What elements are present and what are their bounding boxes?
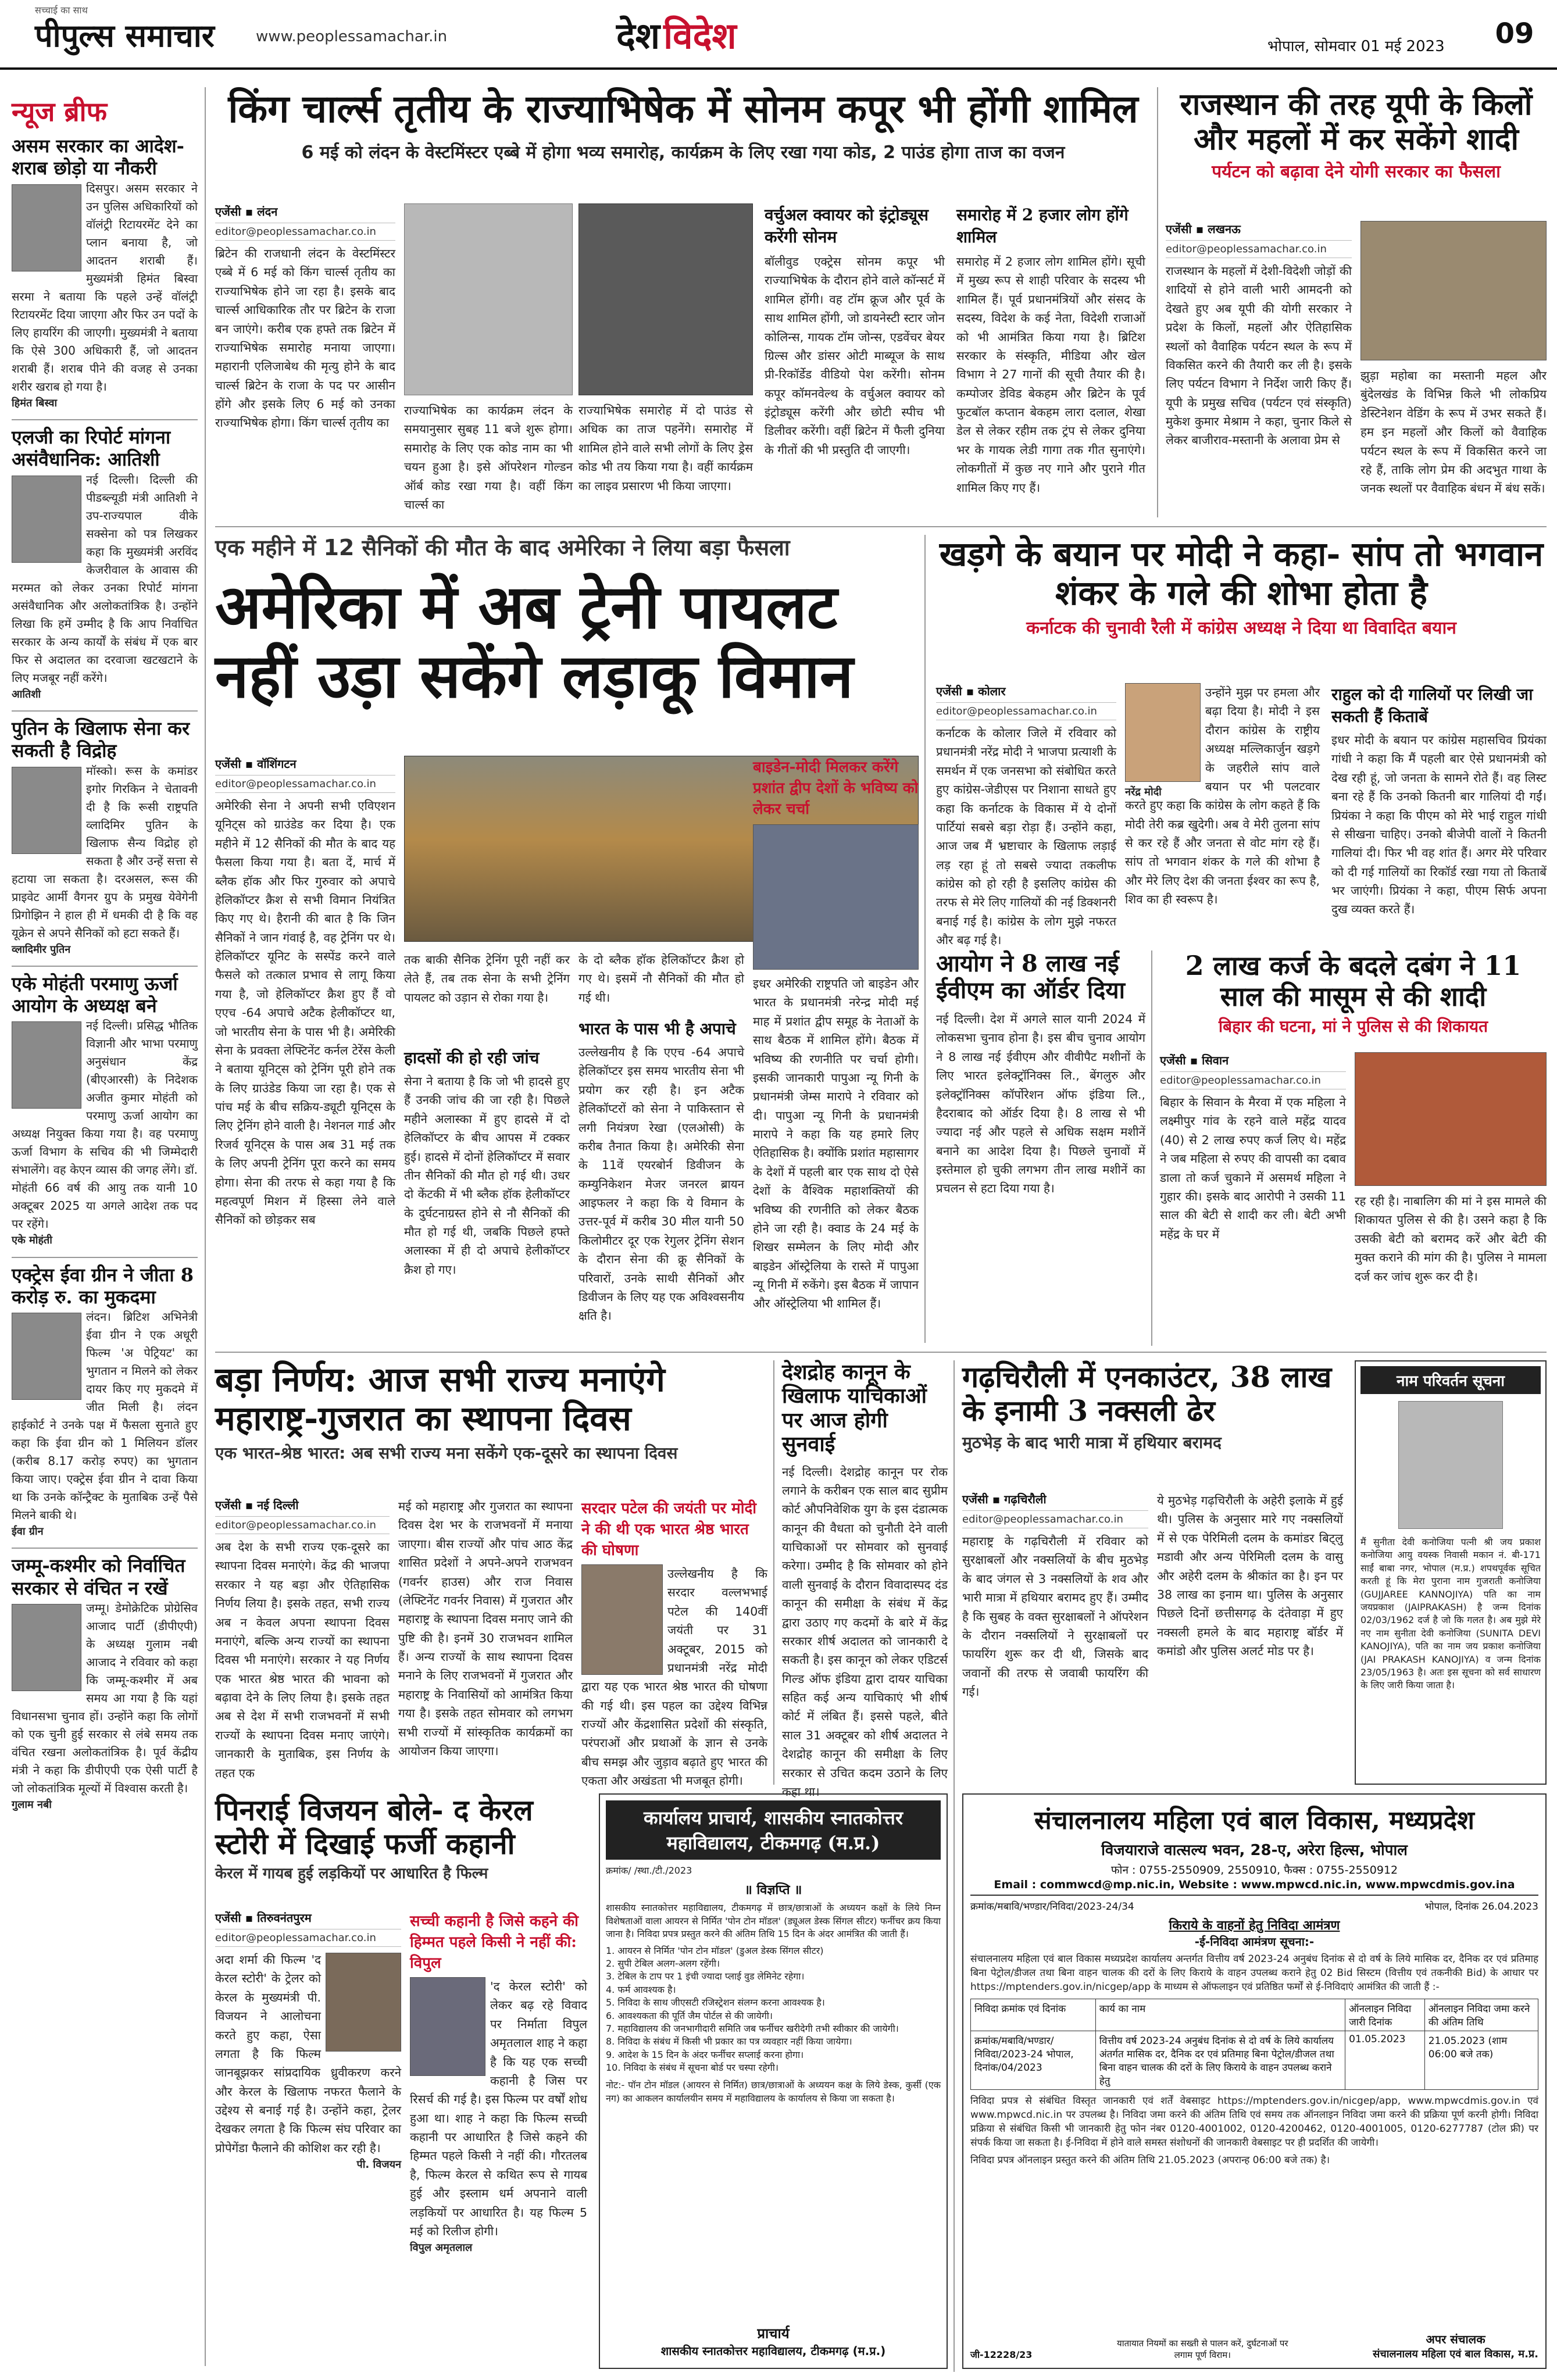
photo-caption: आतिशी [12,688,41,701]
story-us-pilots [215,535,919,1346]
subheading: भारत के पास भी है अपाचे [578,1019,736,1038]
agency-byline: एजेंसी ▪ लखनऊ [1166,222,1241,236]
side-body: समारोह में 2 हजार लोग शामिल होंगे। सूची में मुख्य रूप से शाही परिवार के सदस्य भी शामिल हैं। पूर्व प्रधानमंत्रियों और संसद के सदस्य, विदेश के कई नेता, विदेशी राजाओं को भी आमंत्रित किया गया है। ब्रिटिश सरकार के संस्कृति, मीडिया और खेल विभाग ने 27 गानों की सूची तैयार की है। कम्पोजर डेविड बेकहम और ब्रिटेन के पूर्व फुटबॉल कप्तान बेकहम लारा दलाल, शेखा डेल से लेकर रहीम तक ट्रंप से लेकर दुनिया भर के गायक लेडी गागा तक गीत सुनाएंगे। लोकगीतों में कुछ नए गाने और पुराने गीत शामिल किए गए हैं। [956,255,1145,495]
story-deck: पर्यटन को बढ़ावा देने योगी सरकार का फैसला [1212,161,1501,182]
side-headline[interactable]: वर्चुअल क्वायर को इंट्रोड्यूस करेंगी सोनम [765,205,929,246]
ad-body: शासकीय स्नातकोत्तर महाविद्यालय, टीकमगढ़ में छात्र/छात्राओं के अध्ययन कक्षों के लिये निम्न विशेषताओं वाला आयरन से निर्मित 'पोन टोन मॉडल' (ड्यूअल डेस्क सिंगल सीटर) फर्नीचर क्रय किया जाना है। निविदा प्रपत्र प्रस्तुत करने की अंतिम तिथि 15 दिन के अंदर आमंत्रित की जाती हैं। [606,1902,941,1940]
table-header: ऑनलाइन निविदा जमा करने की अंतिम तिथि [1424,1999,1538,2031]
story-deck: बिहार की घटना, मां ने पुलिस से की शिकायत [1218,1016,1488,1036]
newspaper-logo[interactable]: पीपुल्स समाचार [35,17,215,54]
ad-body: निविदा प्रपत्र से संबंधित विस्तृत जानकारी एवं शर्तें वेबसाइट https://mptenders.gov.in/nicgep/app, www.mpwcdmis.gov.in एवं www.mpwcd.nic.in पर उपलब्ध है। निविदा जमा करने की अंतिम तिथि एवं समय तक ऑनलाइन निविदा जमा करने की प्रक्रिया पूर्ण करनी होगी। निविदा प्रक्रिया से संबंधित किसी भी जानकारी हेतु फोन नंबर 0120-4001002, 0120-4200462, 0120-4001005, 0120-6277787 (टोल फ्री) पर संपर्क किया जा सकता है। ई-निविदा में होने वाले समस्त संशोधनों की जानकारी वेबसाइट पर ही प्रदर्शित की जायेगी। [970,2095,1538,2149]
email-link[interactable]: editor@peoplessamachar.co.in [215,223,395,241]
story-deck: एक भारत-श्रेष्ठ भारत: अब सभी राज्य मना सकेंगे एक-दूसरे का स्थापना दिवस [215,1443,678,1463]
email-link[interactable]: editor@peoplessamachar.co.in [1160,1071,1346,1089]
ad-title: संचालनालय महिला एवं बाल विकास, मध्यप्रदेश [1034,1806,1474,1835]
ad-phone: फोन : 0755-2550909, 2550910, फैक्स : 0755-2550912 [1110,1864,1398,1877]
story-foundation-day [215,1360,767,1788]
notice-title: नाम परिवर्तन सूचना [1360,1366,1541,1394]
ad-list-item: 3. टेबिल के टाप पर 1 इंची ज्यादा प्लाई वुड लेमिनेट रहेगा। [606,1971,805,1982]
brief-item [12,1257,198,1540]
divider [205,87,206,2366]
ad-list-item: 1. आयरन से निर्मित 'पोन टोन मॉडल' (डुअल डेस्क सिंगल सीटर) [606,1945,824,1956]
side-story [581,1497,767,1788]
story-column [1160,1052,1346,1343]
story-column [404,1046,570,1343]
story-deck: 6 मई को लंदन के वेस्टमिंस्टर एब्बे में होगा भव्य समारोह, कार्यक्रम के लिए रखा गया कोड, 2 पाउंड होगा ताज का वजन [301,142,1065,163]
side-story [1331,683,1547,939]
ad-signature [1373,2331,1538,2361]
photo-caption: नरेंद्र मोदी [1125,786,1162,798]
notice-body: मैं सुनीता देवी कनोजिया पत्नी श्री जय प्रकाश कनोजिया आयु वयस्क निवासी मकान नं. बी-171 साईं बाबा नगर, भोपाल (म.प्र.) शपथपूर्वक सूचित करती हूं कि मेरा पुराना नाम गुजराती कनोजिया (GUJJAREE KANNOJIYA) पति का नाम जयप्रकाश (JAIPRAKASH) है जन्म दिनांक 02/03/1962 दर्ज है जो कि गलत है। अब मुझे मेरे नए नाम सुनीता देवी कनोजिया (SUNITA DEVI KANOJIYA), पति का नाम जय प्रकाश कनोजिया (JAI PRAKASH KANOJIYA) व जन्म दिनांक 23/05/1963 है। अतः इस सूचना को सर्व साधारण के लिए जारी किया जाता है। [1360,1536,1541,1691]
photo-caption: पी. विजयन [356,2159,401,2171]
brief-body: दिसपुर। असम सरकार ने उन पुलिस अधिकारियों को वॉलंट्री रिटायरमेंट देने का प्लान बनाया है, जो आदतन शराबी हैं। मुख्यमंत्री हिमंत बिस्वा सरमा ने बताया कि पहले उन्हें वॉलंट्री रिटायरमेंट दिया जाएगा और फिर उन पदों के लिए हायरिंग की जाएगी। मुख्यमंत्री ने बताया कि ऐसे 300 अधिकारी हैं, जो आदतन शराबी हैं। शराब पीने की वजह से उनका शरीर खराब हो गया है। [12,181,198,394]
brief-item [12,135,198,411]
story-body: रह रही है। नाबालिग की मां ने इस मामले की शिकायत पुलिस से की है। उसने कहा है कि उसकी बेटी को बरामद करें और बेटी की मुक्त कराने की मांग की है। पुलिस ने मामला दर्ज कर जांच शुरू कर दी है। [1355,1194,1547,1284]
ad-ref: क्रमांक/मबावि/भण्डार/निविदा/2023-24/34 [970,1901,1134,1913]
table-cell: क्रमांक/मबावि/भण्डार/निविदा/2023-24 भोपाल, दिनांक/04/2023 [971,2031,1096,2090]
story-gadchiroli [962,1360,1346,1785]
story-evm [936,950,1145,1346]
photo-caption: एके मोहंती [12,1234,52,1247]
story-headline[interactable]: बड़ा निर्णय: आज सभी राज्य मनाएंगे महाराष्ट्र-गुजरात का स्थापना दिवस [215,1360,665,1438]
story-column [962,1491,1148,1782]
palace-photo [1360,221,1547,360]
story-body: नई दिल्ली। देशद्रोह कानून पर रोक लगाने के करीबन एक साल बाद सुप्रीम कोर्ट औपनिवेशिक युग के इस दंडात्मक कानून की वैधता को चुनौती देने वाली याचिकाओं पर सोमवार को सुनवाई करेगा। उम्मीद है कि सोमवार को होने वाली सुनवाई के दौरान विवादास्पद दंड कानून की समीक्षा के संबंध में केंद्र द्वारा उठाए गए कदमों के बारे में केंद्र सरकार शीर्ष अदालत को जानकारी दे सकती है। इस कानून को लेकर एडिटर्स गिल्ड ऑफ इंडिया द्वारा दायर याचिका सहित कई अन्य याचिकाएं भी शीर्ष कोर्ट में लंबित हैं। इससे पहले, बीते साल 31 अक्टूबर को शीर्ष अदालत ने देशद्रोह कानून की समीक्षा के लिए सरकार से उचित कदम उठाने के लिए कहा था। [782,1464,948,1799]
ad-note: नोट:- पॉन टोन मॉडल (आयरन से निर्मित) छात्र/छात्राओं के अध्ययन कक्ष के लिये डेस्क, कुर्सी (एक नग) का आकलन कार्यालयीन समय में महाविद्यालय के कार्यालय से किया जा सकता है। [606,2079,941,2104]
story-column [215,1910,401,2369]
story-body: झुड़ा महोबा का मस्तानी महल और बुंदेलखंड के विभिन्न किले भी लोकप्रिय डेस्टिनेशन वेडिंग के रूप में उभर सकते हैं। हम इन महलों और किलों को वैवाहिक पर्यटन स्थल के रूप में विकसित करने जा रहे हैं, ताकि लोग प्रेम की अदभुत गाथा के जनक स्थलों पर वैवाहिक बंधन में बंध सकें। [1360,369,1547,496]
ad-list-item: 7. महाविद्यालय की जनभागीदारी समिति जब फर्नीचर खरीदेगी तभी स्वीकार की जायेगी। [606,2022,899,2034]
ad-ref: क्रमांक/ /स्था./टी./2023 [606,1865,692,1876]
website-url[interactable]: www.peoplessamachar.in [256,28,448,45]
story-headline[interactable]: 2 लाख कर्ज के बदले दबंग ने 11 साल की मासूम से की शादी [1185,950,1522,1012]
ad-contact[interactable]: Email : commwcd@mp.nic.in, Website : www.mpwcd.nic.in, www.mpwcdmis.gov.ina [970,1878,1538,1896]
ad-heading: ॥ विज्ञप्ति ॥ [744,1883,802,1898]
brief-headline[interactable]: पुतिन के खिलाफ सेना कर सकती है विद्रोह [12,717,190,762]
ad-ref-row [970,1899,1538,1913]
king-charles-photo [578,203,753,395]
ad-list-item: 4. फर्म आवश्यक है। [606,1984,676,1995]
college-tender-ad [599,1793,948,2369]
signatory-org: संचालनालय महिला एवं बाल विकास, म.प्र. [1373,2348,1538,2360]
brief-headline[interactable]: एक्ट्रेस ईवा ग्रीन ने जीता 8 करोड़ रु. का मुकदमा [12,1263,194,1308]
agency-byline: एजेंसी ▪ कोलार [936,684,1006,698]
brief-body: लंदन। ब्रिटिश अभिनेत्री ईवा ग्रीन ने एक अधूरी फिल्म 'अ पेट्रियट' का भुगतान न मिलने को लेकर दायर किए गए मुकदमे में जीत मिली है। लंदन हाईकोर्ट ने उनके पक्ष में फैसला सुनाते हुए कहा कि ईवा ग्रीन को 1 मिलियन डॉलर (करीब 8.17 करोड़ रुपए) का भुगतान किया जाए। एक्ट्रेस ईवा ग्रीन ने दावा किया था कि उनके कॉन्ट्रैक्ट के मुताबिक उन्हें पैसे मिलने बाकी थे। [12,1310,198,1523]
table-cell: वित्तीय वर्ष 2023-24 अनुबंध दिनांक से दो वर्ष के लिये कार्यालय अंतर्गत मासिक दर, दैनिक दर एवं प्रतिमाह बिना पेट्रोल/डीजल तथा बिना वाहन चालक की दरों के लिए किराये के वाहन उपलब्ध कराने हेतु [1095,2031,1345,2090]
story-headline[interactable]: पिनराई विजयन बोले- द केरल स्टोरी में दिखाई फर्जी कहानी [215,1793,533,1861]
email-link[interactable]: editor@peoplessamachar.co.in [215,775,395,793]
person-photo [12,184,81,271]
side-headline[interactable]: समारोह में 2 हजार लोग होंगे शामिल [956,205,1129,246]
divider [215,526,1547,527]
story-body: राजस्थान के महलों में देशी-विदेशी जोड़ों की शादियों से होने वाली भारी आमदनी को देखते हुए अब यूपी की योगी सरकार ने प्रदेश के किलों, महलों और ऐतिहासिक स्थलों को वैवाहिक पर्यटन स्थल के रूप में विकसित करने की तैयारी कर ली है। इसके लिए पर्यटन विभाग ने निर्देश जारी किए हैं। यूपी के प्रमुख सचिव (पर्यटन एवं संस्कृति) मुकेश कुमार मेश्राम ने कहा, चुनार किले से लेकर बाजीराव-मस्तानी के अलावा प्रेम से [1166,264,1352,448]
brief-body: मॉस्को। रूस के कमांडर इगोर गिरकिन ने चेतावनी दी है कि रूसी राष्ट्रपति व्लादिमिर पुतिन के खिलाफ सैन्य विद्रोह हो सकता है और उन्हें सत्ता से हटाया जा सकता है। दरअसल, रूस की प्राइवेट आर्मी वैगनर ग्रुप के प्रमुख येवेगेनी प्रिगोझिन ने हाल ही में धमकी दी है कि वह यूक्रेन से अपने सैनिकों को हटा सकते हैं। [12,763,198,940]
story-body: सेना ने बताया है कि जो भी हादसे हुए हैं उनकी जांच की जा रही है। पिछले महीने अलास्का में हुए हादसे में दो हेलिकॉप्टर के बीच आपस में टक्कर हुई। हादसे में दोनों हेलिकॉप्टर में सवार तीन सैनिकों की मौत हो गई थी। उधर दो केंटकी में भी ब्लैक हॉक हेलीकॉप्टर के दुर्घटनाग्रस्त होने से नौ सैनिकों की मौत हो गई थी, जबकि पिछले हफ्ते अलास्का में ही दो अपाचे हेलीकॉप्टर क्रैश हो गए। [404,1074,570,1277]
story-deck: मुठभेड़ के बाद भारी मात्रा में हथियार बरामद [962,1433,1222,1452]
story-column [215,1497,390,1785]
divider [924,535,926,1343]
story-body: राज्याभिषेक का कार्यक्रम लंदन के समयानुसार सुबह 11 बजे शुरू होगा। समारोह के लिए एक कोड नाम का भी चयन हुआ है। इसे ऑपरेशन गोल्डन ऑर्ब कोड रखा गया है। वहीं किंग चार्ल्स का [404,403,573,512]
logo-tagline: सच्चाई का साथ [35,5,88,16]
brief-body: नई दिल्ली। प्रसिद्ध भौतिक विज्ञानी और भाभा परमाणु अनुसंधान केंद्र (बीएआरसी) के निदेशक अजीत कुमार मोहंती को परमाणु ऊर्जा आयोग का अध्यक्ष नियुक्त किया गया है। वह परमाणु ऊर्जा विभाग के सचिव की भी जिम्मेदारी संभालेंगे। वह केएन व्यास की जगह लेंगे। डॉ. मोहंती 66 वर्ष की आयु तक यानी 10 अक्टूबर 2025 या अगले आदेश तक पद पर रहेंगे। [12,1019,198,1231]
page-number: 09 [1495,17,1534,50]
story-column [1125,683,1320,939]
side-body: बॉलीवुड एक्ट्रेस सोनम कपूर भी राज्याभिषेक के दौरान होने वाले कॉन्सर्ट में शामिल होंगी। वह टॉम क्रूज और पूर्व के साथ शामिल होंगी, जो डायनेस्टी स्टार जोन कोलिन्स, गायक टॉम जोन्स, एडवेंचर बेयर ग्रिल्स और डांसर ओटी माब्यूज के साथ प्री-रिकॉर्डेड वीडियो पेश करेंगी। सोनम कपूर कॉमनवेल्थ के वर्चुअल क्वायर को इंट्रोड्यूस करेंगी और छोटी स्पीच भी डिलीवर करेंगी। वहीं ब्रिटेन में फैली दुनिया के गीतों की भी प्रस्तुति दी जाएगी। [765,255,945,457]
news-brief-column [12,93,198,2366]
ad-heading: किराये के वाहनों हेतु निविदा आमंत्रण [1169,1918,1340,1933]
story-body: उल्लेखनीय है कि एएच -64 अपाचे हेलिकॉप्टर इस समय भारतीय सेना भी प्रयोग कर रही है। इन अटैक हेलिकॉप्टरों को सेना ने पाकिस्तान से लगी नियंत्रण रेखा (एलओसी) के करीब तैनात किया है। अमेरिकी सेना के 11वें एयरबोर्न डिवीजन के कम्युनिकेशन मेजर जनरल ब्रायन आइफलर ने कहा कि ये विमान के उत्तर-पूर्व में करीब 30 मील यानी 50 किलोमीटर दूर एक रेगुलर ट्रेनिंग सेशन के दौरान सेना की क्रू सैनिकों के परिवारों, उनके साथी सैनिकों और डिवीजन के लिए यह एक अविश्वसनीय क्षति है। [578,1045,744,1323]
masthead [0,0,1557,70]
side-headline[interactable]: राहुल को दी गालियों पर लिखी जा सकती हैं किताबें [1331,685,1533,726]
side-body: उल्लेखनीय है कि सरदार वल्लभभाई पटेल की 140वीं जयंती पर 31 अक्टूबर, 2015 को प्रधानमंत्री नरेंद्र मोदी द्वारा यह एक भारत श्रेष्ठ भारत की घोषणा की गई थी। इस पहल का उद्देश्य विभिन्न राज्यों और केंद्रशासित प्रदेशों की संस्कृति, परंपराओं और प्रथाओं के ज्ञान से उनके बीच समझ और जुड़ाव बढ़ाते हुए भारत की एकता और अखंडता भी मजबूत होगी। [581,1567,767,1788]
ad-list [606,1945,941,2075]
story-column [578,1017,744,1343]
brief-body: जम्मू। डेमोक्रेटिक प्रोग्रेसिव आजाद पार्टी (डीपीएपी) के अध्यक्ष गुलाम नबी आजाद ने रविवार को कहा कि जम्मू-कश्मीर में अब समय आ गया है कि यहां विधानसभा चुनाव हों। उन्होंने कहा कि लोगों को एक चुनी हुई सरकार से लंबे समय तक वंचित रखना अलोकतांत्रिक है। पूर्व केंद्रीय मंत्री ने कहा कि डीपीएपी एक ऐसी पार्टी है जो लोकतांत्रिक मूल्यों में विश्वास करती है। [12,1601,198,1796]
ad-footer [970,2331,1538,2361]
brief-title: न्यूज ब्रीफ [12,96,108,127]
email-link[interactable]: editor@peoplessamachar.co.in [215,1929,401,1947]
brief-headline[interactable]: जम्मू-कश्मीर को निर्वाचित सरकार से वंचित न रखें [12,1554,185,1599]
dateline: भोपाल, सोमवार 01 मई 2023 [1267,38,1445,55]
ad-list-item: 5. निविदा के साथ जीएसटी रजिस्ट्रेशन संलग्न करना आवश्यक है। [606,1997,825,2009]
tender-table [970,1999,1538,2090]
story-body: महाराष्ट्र के गढ़चिरौली में रविवार को सुरक्षाबलों और नक्सलियों के बीच मुठभेड़ के बाद जंगल से 3 नक्सलियों के शव और भारी मात्रा में हथियार बरामद हुए हैं। उम्मीद है कि सुबह के वक्त सुरक्षाबलों ने ऑपरेशन के दौरान नक्सलियों ने सुरक्षाबलों पर फायरिंग शुरू कर दी थी, जिसके बाद जवानों की तरफ से जवाबी फायरिंग की गई। [962,1534,1148,1699]
story-column [215,756,395,1343]
agency-byline: एजेंसी ▪ तिरुवनंतपुरम [215,1911,312,1925]
table-cell: 01.05.2023 [1345,2031,1425,2090]
side-story [765,203,945,517]
story-deck: कर्नाटक की चुनावी रैली में कांग्रेस अध्यक्ष ने दिया था विवादित बयान [1026,618,1456,639]
email-link[interactable]: editor@peoplessamachar.co.in [936,702,1116,720]
section-title-a: देश [616,15,660,57]
agency-byline: एजेंसी ▪ नई दिल्ली [215,1498,299,1512]
story-headline[interactable]: राजस्थान की तरह यूपी के किलों और महलों में कर सकेंगे शादी [1180,87,1533,157]
brief-headline[interactable]: एलजी का रिपोर्ट मांगना असंवैधानिक: आतिशी [12,426,171,471]
divider [215,1352,1547,1353]
side-body: इधर मोदी के बयान पर कांग्रेस महासचिव प्रियंका गांधी ने कहा कि मैं पहली बार ऐसे प्रधानमंत्री को देख रही हूं, जो जनता के सामने रोते हैं। वह लिस्ट बना रहे हैं कि उनको कितनी बार गालियां दी गईं। प्रियंका ने कहा कि पीएम को मेरे भाई राहुल गांधी से सीखना चाहिए। उनको बीजेपी वालों ने कितनी गालियां दी। फिर भी वह शांत हैं। अगर मेरे परिवार को दी गई गालियों का रिकॉर्ड रखा गया तो किताबें भर जाएंगी। प्रियंका ने कहा, पीएम सिर्फ अपना दुख व्यक्त करते हैं। [1331,733,1547,917]
ad-title: कार्यालय प्राचार्य, शासकीय स्नातकोत्तर महाविद्यालय, टीकमगढ़ (म.प्र.) [606,1800,941,1860]
story-body: उन्होंने मुझ पर हमला और बढ़ा दिया है। मोदी ने इस दौरान कांग्रेस के राष्ट्रीय अध्यक्ष मल्लिकार्जुन खड़गे के जहरीले सांप वाले बयान पर भी पलटवार करते हुए कहा कि कांग्रेस के लोग कहते हैं कि मोदी तेरी कब्र खुदेगी। अब वे मेरी तुलना सांप से कर रहे हैं और जनता से वोट मांग रहे हैं। सांप तो भगवान शंकर के गले की शोभा है और मेरे लिए देश की जनता ईश्वर का रूप है, शिव का ही स्वरूप है। [1125,685,1320,907]
brief-item [12,419,198,702]
photo-caption: ईवा ग्रीन [12,1525,44,1538]
signatory-title: प्राचार्य [757,2325,790,2342]
story-body: के दो ब्लैक हॉक हेलिकॉप्टर क्रैश हो गए थे। इसमें नौ सैनिकों की मौत हो गई थी। [578,953,744,1005]
story-column [1166,221,1352,517]
table-header-row [971,1999,1538,2031]
story-body: अब देश के सभी राज्य एक-दूसरे का स्थापना दिवस मनाएंगे। केंद्र की भाजपा सरकार ने यह बड़ा और ऐतिहासिक निर्णय लिया है। इसके तहत, सभी राज्य अब न केवल अपना स्थापना दिवस मनाएंगे, बल्कि अन्य राज्यों का स्थापना दिवस भी मनाएंगे। सरकार ने यह निर्णय एक भारत श्रेष्ठ भारत की भावना को बढ़ावा देने के लिए लिया है। इसके तहत अब से देश में सभी राजभवनों में सभी राज्यों के स्थापना दिवस मनाए जाएंगे। जानकारी के मुताबिक, इस निर्णय के तहत एक [215,1540,390,1780]
person-photo [12,1021,81,1109]
photo-caption: हिमंत बिस्वा [12,396,58,409]
ad-list-item: 9. आदेश के 15 दिन के अंदर फर्नीचर सप्लाई करना होगा। [606,2049,804,2060]
story-body: कर्नाटक के कोलार जिले में रविवार को प्रधानमंत्री नरेंद्र मोदी ने भाजपा प्रत्याशी के समर्थन में एक जनसभा को संबोधित करते हुए कांग्रेस-जेडीएस पर निशाना साधते हुए कहा कि कर्नाटक के विकास में ये दोनों पार्टियां सबसे बड़ा रोड़ा हैं। उन्होंने कहा, आज जब मैं भ्रष्टाचार के खिलाफ लड़ाई लड़ रहा हूं तो सबसे ज्यादा तकलीफ कांग्रेस को हो रही है इसलिए कांग्रेस की तरफ से मेरे लिए गालियों की नई डिक्शनरी बनाई गई है। कांग्रेस के लोग मुझे नफरत और बढ़ गई है। [936,726,1116,948]
brief-body: नई दिल्ली। दिल्ली की पीडब्ल्यूडी मंत्री आतिशी ने उप-राज्यपाल वीके सक्सेना को पत्र लिखकर कहा कि मुख्यमंत्री अरविंद केजरीवाल के आवास की मरम्मत को लेकर उनका रिपोर्ट मांगना असंवैधानिक और अलोकतांत्रिक है। उन्होंने लिखा कि हमें उम्मीद है कि आप निर्वाचित सरकार के अन्य कार्यों के संबंध में एक बार फिर से अदालत का दरवाजा खटखटाने के लिए मजबूर नहीं करेंगे। [12,472,198,685]
side-headline[interactable]: बाइडेन-मोदी मिलकर करेंगे प्रशांत द्वीप देशों के भविष्य को लेकर चर्चा [753,759,919,818]
story-headline[interactable]: गढ़चिरौली में एनकाउंटर, 38 लाख के इनामी 3 नक्सली ढेर [962,1360,1332,1428]
story-headline[interactable]: खड़गे के बयान पर मोदी ने कहा- सांप तो भगवान शंकर के गले की शोभा होता है [939,534,1544,613]
brief-item [12,1548,198,1813]
ad-signature [606,2324,941,2358]
story-sedition [782,1360,948,1799]
ad-code: जी-12228/23 [970,2349,1033,2360]
modi-photo [1125,683,1201,782]
brief-headline[interactable]: एके मोहंती परमाणु ऊर्जा आयोग के अध्यक्ष बने [12,972,178,1017]
table-header: ऑनलाइन निविदा जारी दिनांक [1345,1999,1425,2031]
brief-item [12,710,198,957]
story-column [215,203,395,517]
story-kicker: एक महीने में 12 सैनिकों की मौत के बाद अमेरिका ने लिया बड़ा फैसला [215,535,790,560]
divider [954,1360,955,2372]
sonam-kapoor-photo [404,203,573,395]
subheading: हादसों की हो रही जांच [404,1048,540,1067]
table-header: निविदा क्रमांक एवं दिनांक [971,1999,1096,2031]
photo-caption: व्लादिमीर पुतिन [12,943,71,956]
story-headline[interactable]: आयोग ने 8 लाख नई ईवीएम का ऑर्डर दिया [936,950,1125,1004]
ad-list-item: 6. आवश्यकता की पूर्ति जैम पोर्टल से की जायेगी। [606,2010,773,2021]
applicant-photo [1398,1401,1503,1529]
ad-list-item: 10. निविदा के संबंध में सूचना बोर्ड पर चस्पा रहेगी। [606,2062,779,2074]
story-deck: केरल में गायब हुई लड़कियों पर आधारित है फिल्म [215,1865,488,1882]
brief-item [12,966,198,1249]
sardar-patel-photo [581,1564,663,1675]
ad-list-item: 2. सुपी टेबिल अलग-अलग रहेंगी। [606,1957,720,1969]
ad-list-item: 8. निविदा के संबंध में किसी भी प्रकार का पत्र व्यवहार नहीं किया जायेगा। [606,2036,852,2047]
story-child-marriage [1160,950,1547,1346]
name-change-notice [1355,1360,1547,1785]
section-title-b: विदेश [663,15,737,57]
story-body: ब्रिटेन की राजधानी लंदन के वेस्टमिंस्टर एब्बे में 6 मई को किंग चार्ल्स तृतीय का राज्याभिषेक होने जा रहा है। इसके बाद चार्ल्स आधिकारिक तौर पर ब्रिटेन के राजा बन जाएंगे। करीब एक हफ्ते तक ब्रिटेन में राज्याभिषेक समारोह मनाया जाएगा। महारानी एलिजाबेथ की मृत्यु होने के बाद चार्ल्स ब्रिटेन के राजा के पद पर आसीन होंगे और इसके लिए 6 मई को उनका राज्याभिषेक होगा। किंग चार्ल्स तृतीय का [215,246,395,430]
divider [773,1360,774,1785]
side-story [956,203,1145,517]
side-story [753,756,919,1343]
photo-caption: गुलाम नबी [12,1799,52,1811]
side-body: 'द केरल स्टोरी' को लेकर बढ़ रहे विवाद पर निर्माता विपुल अमृतलाल शाह ने कहा है कि यह एक सच्ची कहानी है जिस पर रिसर्च की गई है। इस फिल्म पर वर्षों शोध हुआ था। शाह ने कहा कि फिल्म सच्ची कहानी पर आधारित है जिसे कहने की हिम्मत पहले किसी ने नहीं की। गौरतलब है, फिल्म केरल से कथित रूप से गायब हुई और इस्लाम धर्म अपनाने वाली लड़कियों पर आधारित है। यह फिल्म 5 मई को रिलीज होगी। [410,1979,587,2238]
story-body: ये मुठभेड़ गढ़चिरौली के अहेरी इलाके में हुई थी। पुलिस के अनुसार मारे गए नक्सलियों में से एक पेरिमिली दलम के कमांडर बिट्लु मडावी और अन्य पेरिमिली दलम के वासु और अहेरी दलम के श्रीकांत का है। इन पर 38 लाख का इनाम था। पुलिस के अनुसार पिछले दिनों छत्तीसगढ़ के दंतेवाड़ा में हुए नक्सली हमले के बाद महाराष्ट्र बॉर्डर में कमांडो और पुलिस अलर्ट मोड पर है। [1157,1493,1343,1658]
agency-byline: एजेंसी ▪ लंदन [215,205,278,219]
person-photo [12,767,81,854]
email-link[interactable]: editor@peoplessamachar.co.in [215,1516,390,1534]
ad-body: संचालनालय महिला एवं बाल विकास मध्यप्रदेश कार्यालय अन्तर्गत वित्तीय वर्ष 2023-24 अनुबंध दिनांक से दो वर्ष के लिये मासिक दर, दैनिक दर एवं प्रतिमाह बिना पेट्रोल/डीजल तथा बिना वाहन चालक की दरों के लिए किराये के वाहन उपलब्ध कराने हेतु 02 Bid सिस्टम (वित्तीय एवं तकनीकी Bid) के आधार पर https://mptenders.gov.in/nicgep/app के माध्यम से ऑफलाइन एवं प्रतिष्ठित फर्मों से ई-निविदाएं आमंत्रित की जाती हैं :- [970,1953,1538,1993]
table-row [971,2031,1538,2090]
person-photo [12,1604,81,1691]
ad-body: निविदा प्रपत्र ऑनलाइन प्रस्तुत करने की अंतिम तिथि 21.05.2023 (अपरान्ह 06:00 बजे तक) है। [970,2154,1330,2166]
ad-date: भोपाल, दिनांक 26.04.2023 [1424,1901,1538,1913]
wcd-tender-ad [962,1793,1547,2369]
divider [1151,950,1152,1346]
story-body: मई को महाराष्ट्र और गुजरात का स्थापना दिवस देश भर के राजभवनों में मनाया जाएगा। बीस राज्यों और पांच आठ केंद्र शासित प्रदेशों ने अपने-अपने राजभवन (गवर्नर हाउस) और राज निवास (लेफ्टिनेंट गवर्नर निवास) में गुजरात और महाराष्ट्र के स्थापना दिवस मनाए जाने की पुष्टि की है। इनमें 30 राजभवन शामिल हैं। अन्य राज्यों के साथ स्थापना दिवस मनाने के लिए राजभवनों में गुजरात और महाराष्ट्र के निवासियों को आमंत्रित किया गया है। इसके तहत सोमवार को लगभग सभी राज्यों में सांस्कृतिक कार्यक्रमों का आयोजन किया जाएगा। [398,1499,573,1758]
story-headline[interactable]: अमेरिका में अब ट्रेनी पायलट नहीं उड़ा सकेंगे लड़ाकू विमान [215,570,854,712]
side-body: इधर अमेरिकी राष्ट्रपति जो बाइडेन और भारत के प्रधानमंत्री नरेन्द्र मोदी मई माह में प्रशांत द्वीप समूह के नेताओं के साथ बैठक में शामिल होंगे। बैठक में भविष्य की रणनीति पर चर्चा होगी। इसकी जानकारी पापुआ न्यू गिनी के प्रधानमंत्री जेम्स मारापे ने रविवार को दी। पापुआ न्यू गिनी के प्रधानमंत्री मारापे ने कहा कि यह हमारे लिए ऐतिहासिक है। क्योंकि प्रशांत महासागर के देशों में पहली बार एक साथ दो ऐसे देशों के वैश्विक महाशक्तियों की भविष्य की रणनीति को लेकर बैठक होने जा रही है। क्वाड के 24 मई के शिखर सम्मेलन के लिए मोदी और बाइडेन ऑस्ट्रेलिया के रास्ते में पापुआ न्यू गिनी में रुकेंगे। इस बैठक में जापान और ऑस्ट्रेलिया भी शामिल हैं। [753,977,919,1311]
traffic-slogan: यातायात नियमों का सख्ती से पालन करें, दुर्घटनाओं पर लगाम पूर्ण विराम। [1117,2338,1288,2360]
side-story [410,1910,587,2369]
story-headline[interactable]: किंग चार्ल्स तृतीय के राज्याभिषेक में सोनम कपूर भी होंगी शामिल [228,86,1138,131]
story-headline[interactable]: देशद्रोह कानून के खिलाफ याचिकाओं पर आज होगी सुनवाई [782,1360,927,1457]
wedding-photo [1355,1052,1547,1186]
story-up-wedding [1166,87,1547,520]
table-cell: 21.05.2023 (शाम 06:00 बजे तक) [1424,2031,1538,2090]
story-kharge-modi [936,534,1547,948]
brief-headline[interactable]: असम सरकार का आदेश- शराब छोड़ो या नौकरी [12,135,184,180]
signatory-org: शासकीय स्नातकोत्तर महाविद्यालय, टीकमगढ़ (म.प्र.) [660,2344,886,2358]
biden-modi-photo [753,824,919,970]
vipul-shah-photo [410,1977,485,2076]
agency-byline: एजेंसी ▪ वॉशिंगटन [215,757,297,771]
side-headline[interactable]: सच्ची कहानी है जिसे कहने की हिम्मत पहले किसी ने नहीं की: विपुल [410,1913,578,1972]
table-header: कार्य का नाम [1095,1999,1345,2031]
agency-byline: एजेंसी ▪ सिवान [1160,1053,1229,1067]
story-body: नई दिल्ली। देश में अगले साल यानी 2024 में लोकसभा चुनाव होना है। इस बीच चुनाव आयोग ने 8 लाख नई ईवीएम और वीवीपैट मशीनों के लिए भारत इलेक्ट्रॉनिक्स लि., बेंगलुरु और इलेक्ट्रॉनिक्स कॉर्पोरेशन ऑफ इंडिया लि., हैदराबाद को ऑर्डर दिया है। 8 लाख से भी ज्यादा नई और पहले से अधिक सक्षम मशीनें बनाने का आदेश दिया है। पिछले चुनावों में इस्तेमाल हो चुकी लगभग तीन लाख मशीनें का प्रचलन से हटा दिया गया है। [936,1012,1145,1196]
vijayan-photo [326,1953,401,2052]
photo-caption: विपुल अमृतलाल [410,2242,473,2254]
story-column [936,683,1116,948]
divider [1157,87,1158,517]
agency-byline: एजेंसी ▪ गढ़चिरौली [962,1492,1047,1506]
signatory-title: अपर संचालक [1426,2332,1485,2346]
side-headline[interactable]: सरदार पटेल की जयंती पर मोदी ने की थी एक भारत श्रेष्ठ भारत की घोषणा [581,1500,756,1559]
person-photo [12,476,81,563]
story-body: तक बाकी सैनिक ट्रेनिंग पूरी नहीं कर लेते हैं, तब तक सेना के सभी ट्रेनिंग पायलट को उड़ान से रोका गया है। [404,953,570,1005]
person-photo [12,1313,81,1400]
ad-address: विजयाराजे वात्सल्य भवन, 28-ए, अरेरा हिल्स, भोपाल [1101,1842,1408,1859]
email-link[interactable]: editor@peoplessamachar.co.in [962,1510,1148,1528]
story-body: अमेरिकी सेना ने अपनी सभी एविएशन यूनिट्स को ग्राउंडेड कर दिया है। एक महीने में 12 सैनिकों की मौत के बाद यह फैसला किया गया है। बता दें, मार्च में ब्लैक हॉक और फिर गुरुवार को अपाचे हेलिकॉप्टर क्रैश से सभी विमान नियंत्रित किए गए थे। हैरानी की बात है कि जिन सैनिकों ने जान गंवाई है, वह ट्रेनिंग पर थे। हेलिकॉप्टर यूनिट के सस्पेंड करने वाले फैसले को तत्काल प्रभाव से लागू किया गया है, जो हेलिकॉप्टर क्रैश हुए हैं वो एएच -64 अपाचे अटैक हेलीकॉप्टर था, जो भारतीय सेना के पास भी है। अमेरिकी सेना के प्रवक्ता लेफ्टिनेंट कर्नल टेरेंस केली ने बताया यूनिट्स को ट्रेनिंग पूरी होने तक के लिए ग्राउंडेड किया जा रहा है। एक से पांच मई के बीच सक्रिय-ड्यूटी यूनिट्स के लिए ट्रेनिंग होने वाली है। नेशनल गार्ड और रिजर्व यूनिट्स के पास अब 31 मई तक के लिए अपनी ट्रेनिंग पूरा करने का समय होगा। सेना की तरफ से कहा गया है कि महत्वपूर्ण मिशन में हिस्सा लेने वाले सैनिकों को छोड़कर सब [215,799,395,1227]
email-link[interactable]: editor@peoplessamachar.co.in [1166,240,1352,258]
story-sonam-kapoor [215,87,1151,520]
ad-subheading: -ई-निविदा आमंत्रण सूचना:- [1194,1935,1315,1949]
story-kerala [215,1793,587,2369]
section-title [616,10,737,59]
story-body: अदा शर्मा की फिल्म 'द केरल स्टोरी' के ट्रेलर को केरल के मुख्यमंत्री पी. विजयन ने आलोचना करते हुए कहा, ऐसा लगता है कि फिल्म जानबूझकर सांप्रदायिक ध्रुवीकरण करने और केरल के खिलाफ नफरत फैलाने के उद्देश्य से बनाई गई है। उन्होंने कहा, ट्रेलर देखकर लगता है कि फिल्म संघ परिवार का प्रोपेगेंडा फैलाने की कोशिश कर रही है। [215,1953,401,2155]
story-body: राज्याभिषेक समारोह में दो पाउंड से अधिक का ताज पहनेंगे। समारोह में शामिल होने वाले सभी लोगों के लिए ड्रेस कोड भी तय किया गया है। वहीं कार्यक्रम का लाइव प्रसारण भी किया जाएगा। [578,403,753,493]
story-body: बिहार के सिवान के मैरवा में एक महिला ने लक्ष्मीपुर गांव के रहने वाले महेंद्र यादव (40) से 2 लाख रुपए कर्ज लिए थे। महेंद्र ने जब महिला से रुपए की वापसी का दबाव डाला तो कर्ज चुकाने में असमर्थ महिला ने गुहार की। इसके बाद आरोपी ने उसकी 11 साल की बेटी से शादी कर ली। बेटी अभी महेंद्र के घर में [1160,1095,1346,1241]
